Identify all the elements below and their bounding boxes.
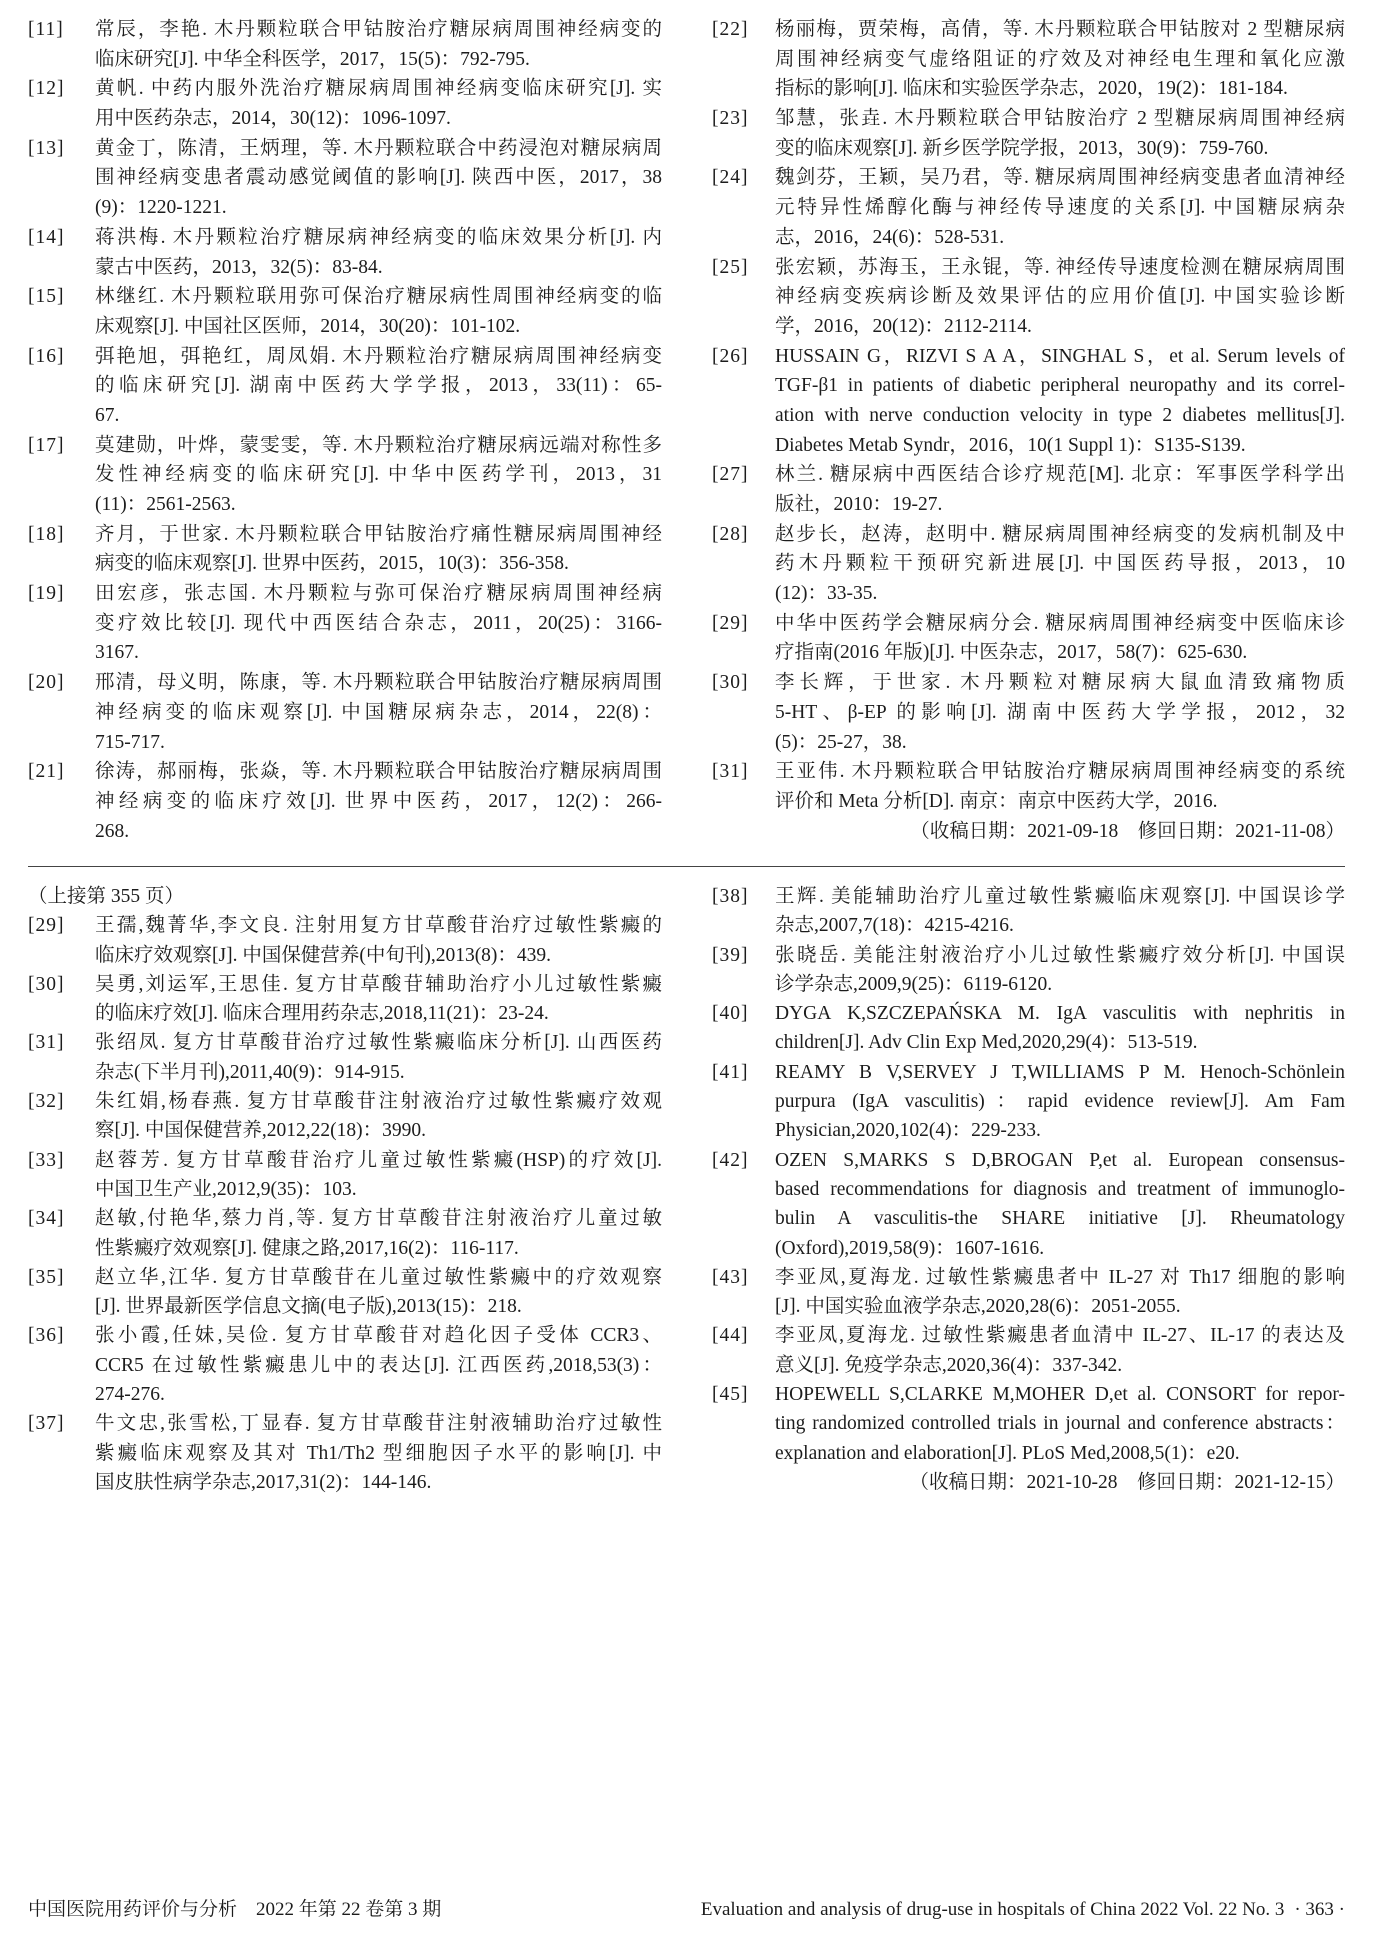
reference-text <box>775 882 1345 941</box>
reference-line: 黄帆. 中药内服外洗治疗糖尿病周围神经病变临床研究[J]. 实 <box>95 78 662 100</box>
reference-line: 弭艳旭，弭艳红，周凤娟. 木丹颗粒治疗糖尿病周围神经病变 <box>95 345 662 367</box>
footer-journal-en: Evaluation and analysis of drug-use in hospitals of China 2022 Vol. 22 No. 3 <box>700 1899 1285 1920</box>
reference-item <box>712 1263 1345 1322</box>
footer-journal-cn: 中国医院用药评价与分析 2022 年第 22 卷第 3 期 <box>28 1899 442 1920</box>
reference-line: 邹慧，张垚. 木丹颗粒联合甲钴胺治疗 2 型糖尿病周围神经病 <box>775 108 1345 130</box>
reference-item <box>712 668 1345 757</box>
reference-line: HOPEWELL S,CLARKE M,MOHER D,et al. CONSORT for repor- <box>775 1384 1345 1406</box>
reference-line: 杨丽梅，贾荣梅，高倩，等. 木丹颗粒联合甲钴胺对 2 型糖尿病 <box>775 19 1345 40</box>
reference-number: [30] <box>28 973 65 995</box>
reference-text <box>775 609 1345 668</box>
reference-line: 林继红. 木丹颗粒联用弥可保治疗糖尿病性周围神经病变的临 <box>95 286 662 308</box>
reference-line: 国皮肤性病学杂志,2017,31(2)：144-146. <box>95 1471 432 1493</box>
reference-text <box>95 970 662 1029</box>
reference-line: DYGA K,SZCZEPAŃSKA M. IgA vasculitis with nephritis in <box>775 1003 1345 1025</box>
reference-line: purpura (IgA vasculitis)：rapid evidence review[J]. Am Fam <box>775 1091 1345 1113</box>
reference-number: [23] <box>712 108 749 130</box>
reference-line: 吴勇,刘运军,王思佳. 复方甘草酸苷辅助治疗小儿过敏性紫癜 <box>95 973 662 995</box>
reference-item <box>712 1146 1345 1263</box>
reference-item <box>28 134 662 223</box>
reference-line: (11)：2561-2563. <box>95 494 236 515</box>
reference-line: 围神经病变患者震动感觉阈值的影响[J]. 陕西中医，2017，38 <box>95 167 662 189</box>
reference-number: [44] <box>712 1325 749 1347</box>
reference-line: 徐涛，郝丽梅，张焱，等. 木丹颗粒联合甲钴胺治疗糖尿病周围 <box>95 761 662 783</box>
reference-line: 发性神经病变的临床研究[J]. 中华中医药学刊，2013，31 <box>95 464 662 486</box>
reference-item <box>28 431 662 520</box>
reference-line: 蒋洪梅. 木丹颗粒治疗糖尿病神经病变的临床效果分析[J]. 内 <box>95 226 662 248</box>
reference-list <box>28 911 662 1497</box>
reference-text <box>775 1263 1345 1322</box>
reference-number: [18] <box>28 523 65 545</box>
reference-line: explanation and elaboration[J]. PLoS Med,2008,5(1)：e20. <box>775 1442 1240 1464</box>
reference-text <box>775 15 1345 104</box>
reference-text <box>775 1380 1345 1468</box>
reference-item <box>712 15 1345 104</box>
reference-number: [29] <box>712 612 749 634</box>
reference-line: 药木丹颗粒干预研究新进展[J]. 中国医药导报，2013，10 <box>775 553 1345 575</box>
reference-item <box>712 757 1345 816</box>
reference-text <box>95 1321 662 1409</box>
reference-number: [38] <box>712 886 749 907</box>
reference-line: 田宏彦，张志国. 木丹颗粒与弥可保治疗糖尿病周围神经病 <box>95 583 662 605</box>
reference-item <box>28 1087 662 1146</box>
received-date-note: （收稿日期：2021-10-28 修回日期：2021-12-15） <box>909 1471 1345 1493</box>
reference-line: REAMY B V,SERVEY J T,WILLIAMS P M. Henoch-Schönlein <box>775 1061 1345 1083</box>
reference-line: 王孺,魏菁华,李文良. 注射用复方甘草酸苷治疗过敏性紫癜的 <box>95 915 662 937</box>
reference-item <box>712 520 1345 609</box>
reference-line: Physician,2020,102(4)：229-233. <box>775 1120 1041 1142</box>
reference-text <box>95 668 662 757</box>
reference-number: [24] <box>712 167 749 189</box>
reference-line: [J]. 中国实验血液学杂志,2020,28(6)：2051-2055. <box>775 1296 1181 1318</box>
reference-line: 朱红娟,杨春燕. 复方甘草酸苷注射液治疗过敏性紫癜疗效观 <box>95 1091 662 1113</box>
reference-item <box>712 882 1345 941</box>
reference-item <box>712 253 1345 342</box>
reference-number: [11] <box>28 19 64 40</box>
reference-text <box>775 104 1345 163</box>
reference-line: 性紫癜疗效观察[J]. 健康之路,2017,16(2)：116-117. <box>95 1237 519 1259</box>
reference-text <box>775 163 1345 252</box>
reference-item <box>712 1380 1345 1468</box>
reference-number: [26] <box>712 345 749 367</box>
reference-text <box>775 520 1345 609</box>
reference-text <box>95 223 662 282</box>
reference-number: [41] <box>712 1061 749 1083</box>
reference-line: 察[J]. 中国保健营养,2012,22(18)：3990. <box>95 1120 426 1142</box>
reference-text <box>775 1146 1345 1263</box>
reference-number: [19] <box>28 583 65 605</box>
reference-line: 神经病变的临床疗效[J]. 世界中医药，2017，12(2)：266- <box>95 790 662 812</box>
reference-line: TGF-β1 in patients of diabetic peripheral neuropathy and its correl- <box>775 375 1345 397</box>
reference-text <box>775 460 1345 519</box>
reference-item <box>28 757 662 846</box>
reference-text <box>775 1321 1345 1380</box>
reference-text <box>95 342 662 431</box>
reference-text <box>95 134 662 223</box>
reference-number: [20] <box>28 672 65 694</box>
reference-number: [45] <box>712 1384 749 1406</box>
reference-line: 赵立华,江华. 复方甘草酸苷在儿童过敏性紫癜中的疗效观察 <box>95 1266 662 1288</box>
reference-item <box>28 1263 662 1322</box>
reference-line: ting randomized controlled trials in journal and conference abstracts： <box>775 1413 1345 1435</box>
page-footer <box>28 1896 1345 1924</box>
reference-line: 赵敏,付艳华,蔡力肖,等. 复方甘草酸苷注射液治疗儿童过敏 <box>95 1208 662 1230</box>
reference-line: 王辉. 美能辅助治疗儿童过敏性紫癜临床观察[J]. 中国误诊学 <box>775 886 1345 907</box>
reference-number: [34] <box>28 1208 65 1230</box>
reference-line: 杂志,2007,7(18)：4215-4216. <box>775 915 1014 937</box>
footer-right <box>701 1896 1345 1924</box>
reference-line: 疗指南(2016 年版)[J]. 中医杂志，2017，58(7)：625-630. <box>775 642 1248 664</box>
reference-item <box>28 911 662 970</box>
reference-line: 诊学杂志,2009,9(25)：6119-6120. <box>775 973 1053 995</box>
reference-text <box>95 579 662 668</box>
reference-list <box>28 15 662 846</box>
reference-line: 李亚凤,夏海龙. 过敏性紫癜患者中 IL-27 对 Th17 细胞的影响 <box>775 1266 1345 1288</box>
reference-line: 的临床疗效[J]. 临床合理用药杂志,2018,11(21)：23-24. <box>95 1003 549 1025</box>
reference-line: 魏剑芬，王颖，吴乃君，等. 糖尿病周围神经病变患者血清神经 <box>775 167 1345 189</box>
reference-item <box>28 342 662 431</box>
reference-number: [25] <box>712 256 749 278</box>
reference-line: 268. <box>95 820 130 842</box>
reference-item <box>712 999 1345 1058</box>
reference-number: [14] <box>28 226 65 248</box>
reference-line: 赵步长，赵涛，赵明中. 糖尿病周围神经病变的发病机制及中 <box>775 523 1345 545</box>
reference-line: bulin A vasculitis-the SHARE initiative [J]. Rheumatology <box>775 1208 1345 1230</box>
reference-line: 牛文忠,张雪松,丁显春. 复方甘草酸苷注射液辅助治疗过敏性 <box>95 1413 662 1435</box>
reference-item <box>712 460 1345 519</box>
reference-text <box>95 74 662 133</box>
reference-item <box>28 520 662 579</box>
reference-line: 赵蓉芳. 复方甘草酸苷治疗儿童过敏性紫癜(HSP)的疗效[J]. <box>95 1149 662 1171</box>
reference-text <box>95 1204 662 1263</box>
reference-line: CCR5 在过敏性紫癜患儿中的表达[J]. 江西医药,2018,53(3)： <box>95 1354 662 1376</box>
reference-line: (5)：25-27，38. <box>775 731 907 753</box>
reference-line: 用中医药杂志，2014，30(12)：1096-1097. <box>95 108 451 130</box>
reference-text <box>95 431 662 520</box>
reference-text <box>95 911 662 970</box>
reference-number: [12] <box>28 78 65 100</box>
reference-line: 张小霞,任妹,吴俭. 复方甘草酸苷对趋化因子受体 CCR3、 <box>95 1325 662 1347</box>
reference-line: 5-HT、β-EP 的影响[J]. 湖南中医药大学学报，2012，32 <box>775 701 1345 723</box>
reference-line: 病变的临床观察[J]. 世界中医药，2015，10(3)：356-358. <box>95 553 569 575</box>
reference-line: 715-717. <box>95 731 165 753</box>
reference-item <box>28 579 662 668</box>
reference-line: 67. <box>95 404 120 426</box>
reference-number: [43] <box>712 1266 749 1288</box>
reference-item <box>712 1321 1345 1380</box>
bottom-left-reference-column <box>28 882 662 1497</box>
reference-line: 的临床研究[J]. 湖南中医药大学学报，2013，33(11)：65- <box>95 375 662 397</box>
reference-item <box>28 1321 662 1409</box>
reference-number: [16] <box>28 345 65 367</box>
reference-line: 临床研究[J]. 中华全科医学，2017，15(5)：792-795. <box>95 48 530 70</box>
reference-list <box>712 882 1345 1468</box>
reference-item <box>712 163 1345 252</box>
reference-line: OZEN S,MARKS S D,BROGAN P,et al. European consensus- <box>775 1149 1345 1171</box>
reference-number: [36] <box>28 1325 65 1347</box>
reference-list <box>712 15 1345 817</box>
reference-number: [42] <box>712 1149 749 1171</box>
reference-number: [37] <box>28 1413 65 1435</box>
reference-number: [32] <box>28 1091 65 1113</box>
reference-line: 学，2016，20(12)：2112-2114. <box>775 315 1032 337</box>
reference-text <box>95 1087 662 1146</box>
reference-item <box>28 1028 662 1087</box>
reference-line: 版社，2010：19-27. <box>775 494 943 515</box>
bottom-right-reference-column <box>712 882 1345 1497</box>
reference-text <box>95 1028 662 1087</box>
reference-line: Diabetes Metab Syndr，2016，10(1 Suppl 1)：S135-S139. <box>775 434 1246 456</box>
reference-number: [29] <box>28 915 65 937</box>
reference-line: 274-276. <box>95 1384 165 1406</box>
reference-number: [40] <box>712 1003 749 1025</box>
top-left-reference-column <box>28 15 662 846</box>
reference-line: 黄金丁，陈清，王炳理，等. 木丹颗粒联合中药浸泡对糖尿病周 <box>95 137 662 159</box>
footer-page-number: · 363 · <box>1294 1899 1345 1920</box>
reference-item <box>28 1409 662 1497</box>
reference-item <box>28 1146 662 1205</box>
reference-number: [31] <box>712 761 749 783</box>
reference-line: ation with nerve conduction velocity in type 2 diabetes mellitus[J]. <box>775 404 1345 426</box>
reference-line: HUSSAIN G，RIZVI S A A，SINGHAL S，et al. Serum levels of <box>775 345 1345 367</box>
reference-text <box>95 282 662 341</box>
reference-line: 林兰. 糖尿病中西医结合诊疗规范[M]. 北京：军事医学科学出 <box>775 464 1345 486</box>
reference-line: 紫癜临床观察及其对 Th1/Th2 型细胞因子水平的影响[J]. 中 <box>95 1442 662 1464</box>
reference-item <box>28 282 662 341</box>
reference-number: [39] <box>712 944 749 966</box>
reference-number: [17] <box>28 434 65 456</box>
reference-line: children[J]. Adv Clin Exp Med,2020,29(4)：513-519. <box>775 1032 1198 1054</box>
reference-item <box>28 970 662 1029</box>
reference-item <box>712 609 1345 668</box>
reference-number: [22] <box>712 19 749 40</box>
reference-line: 指标的影响[J]. 临床和实验医学杂志，2020，19(2)：181-184. <box>775 78 1288 100</box>
reference-line: 神经病变疾病诊断及效果评估的应用价值[J]. 中国实验诊断 <box>775 286 1345 308</box>
reference-line: 邢清，母义明，陈康，等. 木丹颗粒联合甲钴胺治疗糖尿病周围 <box>95 672 662 694</box>
reference-line: 齐月，于世家. 木丹颗粒联合甲钴胺治疗痛性糖尿病周围神经 <box>95 523 662 545</box>
reference-item <box>28 223 662 282</box>
reference-line: 志，2016，24(6)：528-531. <box>775 226 1005 248</box>
reference-number: [31] <box>28 1032 65 1054</box>
reference-line: 意义[J]. 免疫学杂志,2020,36(4)：337-342. <box>775 1354 1123 1376</box>
reference-text <box>95 520 662 579</box>
reference-text <box>775 253 1345 342</box>
reference-line: (Oxford),2019,58(9)：1607-1616. <box>775 1237 1045 1259</box>
reference-line: 张宏颖，苏海玉，王永锟，等. 神经传导速度检测在糖尿病周围 <box>775 256 1345 278</box>
reference-text <box>95 15 662 74</box>
reference-number: [33] <box>28 1149 65 1171</box>
reference-number: [27] <box>712 464 749 486</box>
reference-number: [30] <box>712 672 749 694</box>
reference-line: 李长辉，于世家. 木丹颗粒对糖尿病大鼠血清致痛物质 <box>775 672 1345 694</box>
reference-line: 李亚凤,夏海龙. 过敏性紫癜患者血清中 IL-27、IL-17 的表达及 <box>775 1325 1345 1347</box>
reference-line: 临床疗效观察[J]. 中国保健营养(中旬刊),2013(8)：439. <box>95 944 552 966</box>
reference-line: 莫建勋，叶烨，蒙雯雯，等. 木丹颗粒治疗糖尿病远端对称性多 <box>95 434 662 456</box>
reference-line: 张绍凤. 复方甘草酸苷治疗过敏性紫癜临床分析[J]. 山西医药 <box>95 1032 662 1054</box>
reference-line: 中华中医药学会糖尿病分会. 糖尿病周围神经病变中医临床诊 <box>775 612 1345 634</box>
reference-line: [J]. 世界最新医学信息文摘(电子版),2013(15)：218. <box>95 1296 522 1318</box>
reference-line: 元特异性烯醇化酶与神经传导速度的关系[J]. 中国糖尿病杂 <box>775 197 1345 219</box>
reference-item <box>712 104 1345 163</box>
reference-text <box>95 1146 662 1205</box>
reference-line: 常辰，李艳. 木丹颗粒联合甲钴胺治疗糖尿病周围神经病变的 <box>95 19 662 40</box>
reference-text <box>775 342 1345 461</box>
reference-item <box>712 1058 1345 1146</box>
reference-number: [28] <box>712 523 749 545</box>
reference-line: 变的临床观察[J]. 新乡医学院学报，2013，30(9)：759-760. <box>775 137 1269 159</box>
reference-line: based recommendations for diagnosis and treatment of immunoglo- <box>775 1178 1345 1200</box>
section-divider <box>28 866 1345 867</box>
reference-text <box>775 941 1345 1000</box>
reference-text <box>775 668 1345 757</box>
top-right-reference-column <box>712 15 1345 846</box>
reference-line: 张晓岳. 美能注射液治疗小儿过敏性紫癜疗效分析[J]. 中国误 <box>775 944 1345 966</box>
reference-item <box>28 1204 662 1263</box>
reference-number: [35] <box>28 1266 65 1288</box>
reference-line: 蒙古中医药，2013，32(5)：83-84. <box>95 256 383 278</box>
reference-item <box>712 342 1345 461</box>
reference-line: 3167. <box>95 642 139 664</box>
reference-line: 评价和 Meta 分析[D]. 南京：南京中医药大学，2016. <box>775 790 1218 812</box>
reference-number: [21] <box>28 761 65 783</box>
reference-line: 床观察[J]. 中国社区医师，2014，30(20)：101-102. <box>95 315 521 337</box>
reference-line: 神经病变的临床观察[J]. 中国糖尿病杂志，2014，22(8)： <box>95 701 662 723</box>
continued-from-note: （上接第 355 页） <box>28 886 185 907</box>
reference-text <box>775 999 1345 1058</box>
reference-text <box>775 757 1345 816</box>
reference-item <box>28 74 662 133</box>
reference-line: 周围神经病变气虚络阻证的疗效及对神经电生理和氧化应激 <box>775 48 1345 70</box>
reference-text <box>775 1058 1345 1146</box>
reference-line: 中国卫生产业,2012,9(35)：103. <box>95 1178 357 1200</box>
received-date-note: （收稿日期：2021-09-18 修回日期：2021-11-08） <box>910 820 1345 842</box>
reference-line: 杂志(下半月刊),2011,40(9)：914-915. <box>95 1061 405 1083</box>
reference-line: 王亚伟. 木丹颗粒联合甲钴胺治疗糖尿病周围神经病变的系统 <box>775 761 1345 783</box>
reference-text <box>95 757 662 846</box>
reference-line: (9)：1220-1221. <box>95 197 227 219</box>
reference-line: 变疗效比较[J]. 现代中西医结合杂志，2011，20(25)：3166- <box>95 612 662 634</box>
reference-item <box>28 15 662 74</box>
reference-text <box>95 1409 662 1497</box>
reference-item <box>28 668 662 757</box>
reference-item <box>712 941 1345 1000</box>
reference-text <box>95 1263 662 1322</box>
reference-number: [15] <box>28 286 65 308</box>
reference-number: [13] <box>28 137 65 159</box>
reference-line: (12)：33-35. <box>775 583 878 605</box>
